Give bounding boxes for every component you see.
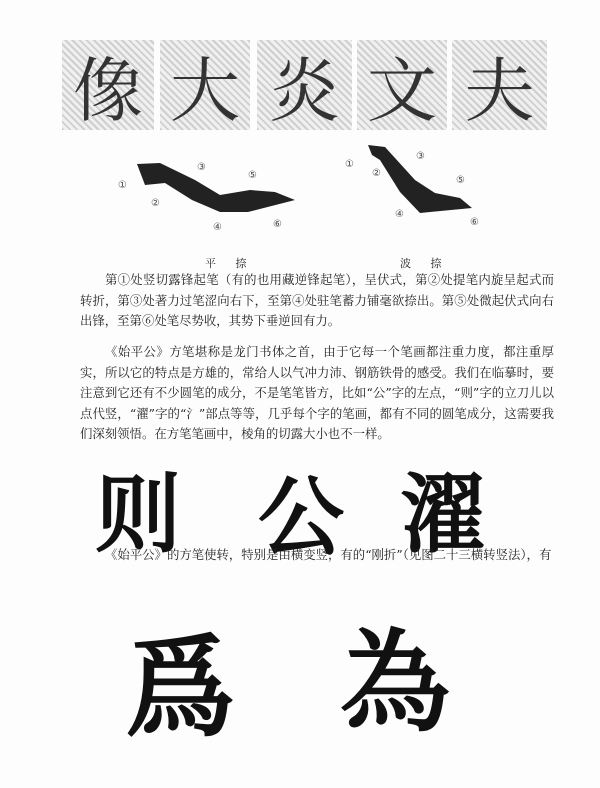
paragraph-1: 第①处竖切露锋起笔（有的也用藏逆锋起笔），呈伏式，第②处提笔内旋呈起式而转折，第③处著力过笔涩向右下，至第④处驻笔蓄力铺毫欲捺出。第⑤处微起伏式向右出锋，至第⑥处笔尽势收，其势下垂逆回有力。: [80, 272, 554, 328]
marker-5: ⑤: [248, 170, 257, 181]
rubbing-char: 文: [367, 49, 437, 132]
example-char-ze: 则: [95, 464, 181, 565]
example-char-wei-1: 爲: [125, 623, 235, 752]
example-char-zhuo: 濯: [400, 464, 486, 565]
marker-1: ①: [345, 159, 354, 170]
marker-6: ⑥: [273, 219, 282, 230]
marker-2: ②: [151, 198, 160, 209]
stroke-diagram: [100, 140, 520, 250]
marker-5: ⑤: [456, 175, 465, 186]
rubbing-char: 夫: [464, 49, 535, 132]
caption-wave-na: 波 捺: [400, 257, 450, 270]
rubbing-char: 炎: [269, 49, 340, 132]
marker-6: ⑥: [470, 217, 479, 228]
marker-3: ③: [416, 151, 425, 162]
paragraph-3: 《始平公》的方笔使转，特别是由横变竖，有的“刚折”（见图二十三横转竖法），有: [105, 547, 552, 562]
marker-3: ③: [197, 162, 206, 173]
rubbing-3: [257, 40, 352, 130]
example-char-gong: 公: [258, 467, 344, 568]
rubbing-2: [160, 40, 250, 130]
marker-2: ②: [372, 168, 381, 179]
paragraph-2: 《始平公》方笔堪称是龙门书体之首，由于它每一个笔画都注重力度，都注重厚实，所以它的特点是方雄的，常给人以气冲力沛、钢筋铁骨的感受。我们在临摹时，要注意到它还有不少圆笔的成分，不是笔笔皆方，比如“公”字的左点，“则”字的立刀儿以点代竖，“濯”字的“氵”部点等等，几乎每个字的笔画，都有不同的圆笔成分，这需要我们深刻领悟。在方笔笔画中，棱角的切露大小也不一样。: [80, 344, 554, 441]
rubbing-5: [452, 40, 547, 130]
rubbing-4: [357, 40, 447, 130]
example-char-wei-2: 為: [340, 618, 450, 747]
caption-flat-na: 平 捺: [205, 257, 255, 270]
marker-4: ④: [395, 209, 404, 220]
flat-na-stroke: [137, 163, 295, 212]
rubbing-char: 像: [73, 49, 143, 132]
marker-1: ①: [118, 180, 127, 191]
marker-4: ④: [213, 222, 222, 233]
rubbing-char: 大: [170, 49, 240, 132]
rubbing-1: [62, 40, 154, 130]
